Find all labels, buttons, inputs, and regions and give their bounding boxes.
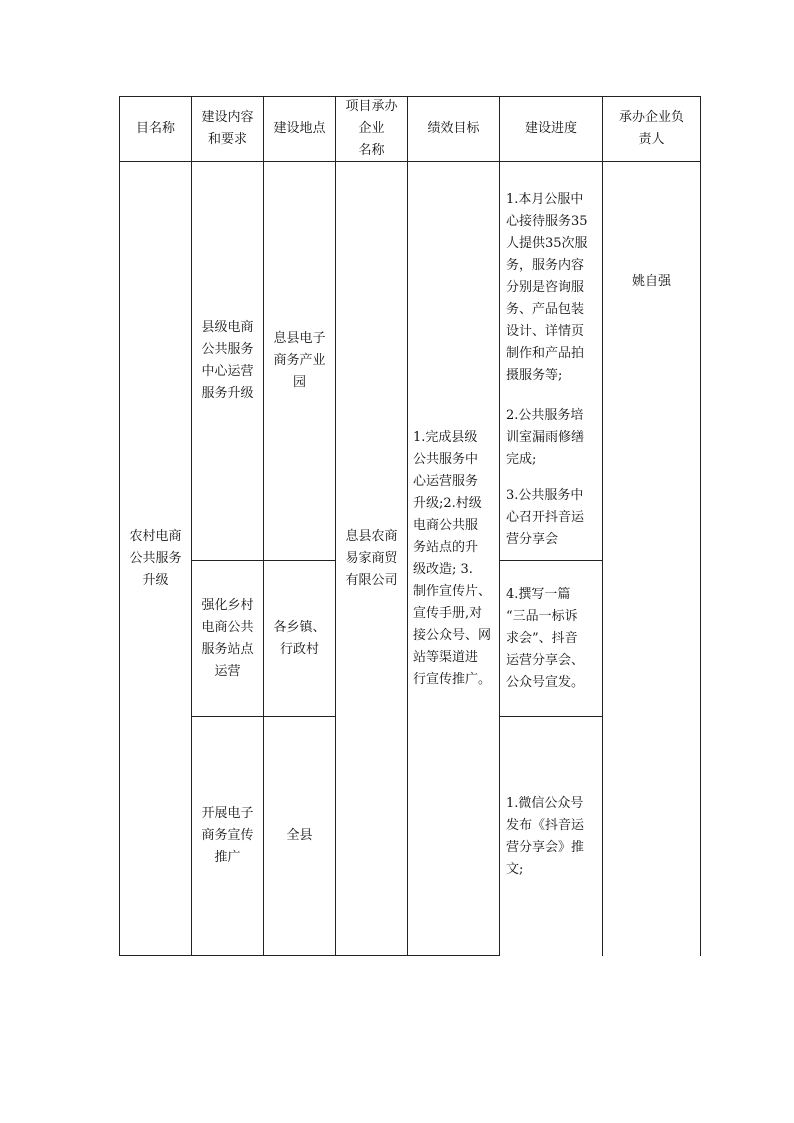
row3-location: 全县 — [286, 828, 313, 843]
row3-content: 开展电子 商务宣传 推广 — [201, 806, 254, 865]
progress-item-5: 1.微信公众号 发布《抖音运 营分享会》推 文; — [506, 796, 585, 877]
company-cell: 息县农商 易家商贸 有限公司 — [345, 528, 398, 588]
progress-divider-2 — [499, 716, 602, 717]
row2-content: 强化乡村 电商公共 服务站点 运营 — [201, 597, 254, 679]
progress-divider-1 — [499, 560, 602, 561]
progress-item-4: 4.撰写一篇 “三品一标诉 求会”、抖音 运营分享会、 公众号宣发。 — [506, 587, 585, 690]
progress-item-2: 2.公共服务培 训室漏雨修缮 完成; — [506, 408, 585, 467]
header-project-name: 目名称 — [135, 121, 175, 136]
header-company: 项目承办 企业 名称 — [345, 99, 398, 158]
header-person: 承办企业负 责人 — [618, 110, 684, 147]
border-bottom — [119, 955, 499, 956]
header-content-requirements: 建设内容 和要求 — [201, 110, 254, 147]
project-name-cell: 农村电商 公共服务 升级 — [129, 528, 182, 588]
col-divider-6 — [602, 96, 603, 956]
row1-location: 息县电子 商务产业 园 — [273, 331, 326, 390]
header-goal: 绩效目标 — [427, 121, 480, 136]
goal-cell: 1.完成县级 公共服务中 心运营服务 升级;2.村级 电商公共服 务站点的升 级改造; 3. 制作宣传片、 宣传手册,对 接公众号、网 站等渠道进 行宣传推广。 — [413, 429, 492, 687]
header-location: 建设地点 — [273, 121, 326, 136]
progress-item-3: 3.公共服务中 心召开抖音运 营分享会 — [506, 488, 585, 547]
row1-content: 县级电商 公共服务 中心运营 服务升级 — [201, 320, 254, 401]
row2-location: 各乡镇、 行政村 — [273, 619, 326, 657]
progress-item-1: 1.本月公服中 心接待服务35 人提供35次服 务，服务内容 分别是咨询服 务、产品包装 设计、详情页 制作和产品拍 摄服务等; — [506, 192, 588, 383]
person-cell: 姚自强 — [631, 274, 671, 289]
col-divider-5 — [499, 96, 500, 956]
col-divider-4 — [407, 96, 408, 956]
border-right — [700, 96, 701, 956]
header-progress: 建设进度 — [524, 121, 577, 136]
